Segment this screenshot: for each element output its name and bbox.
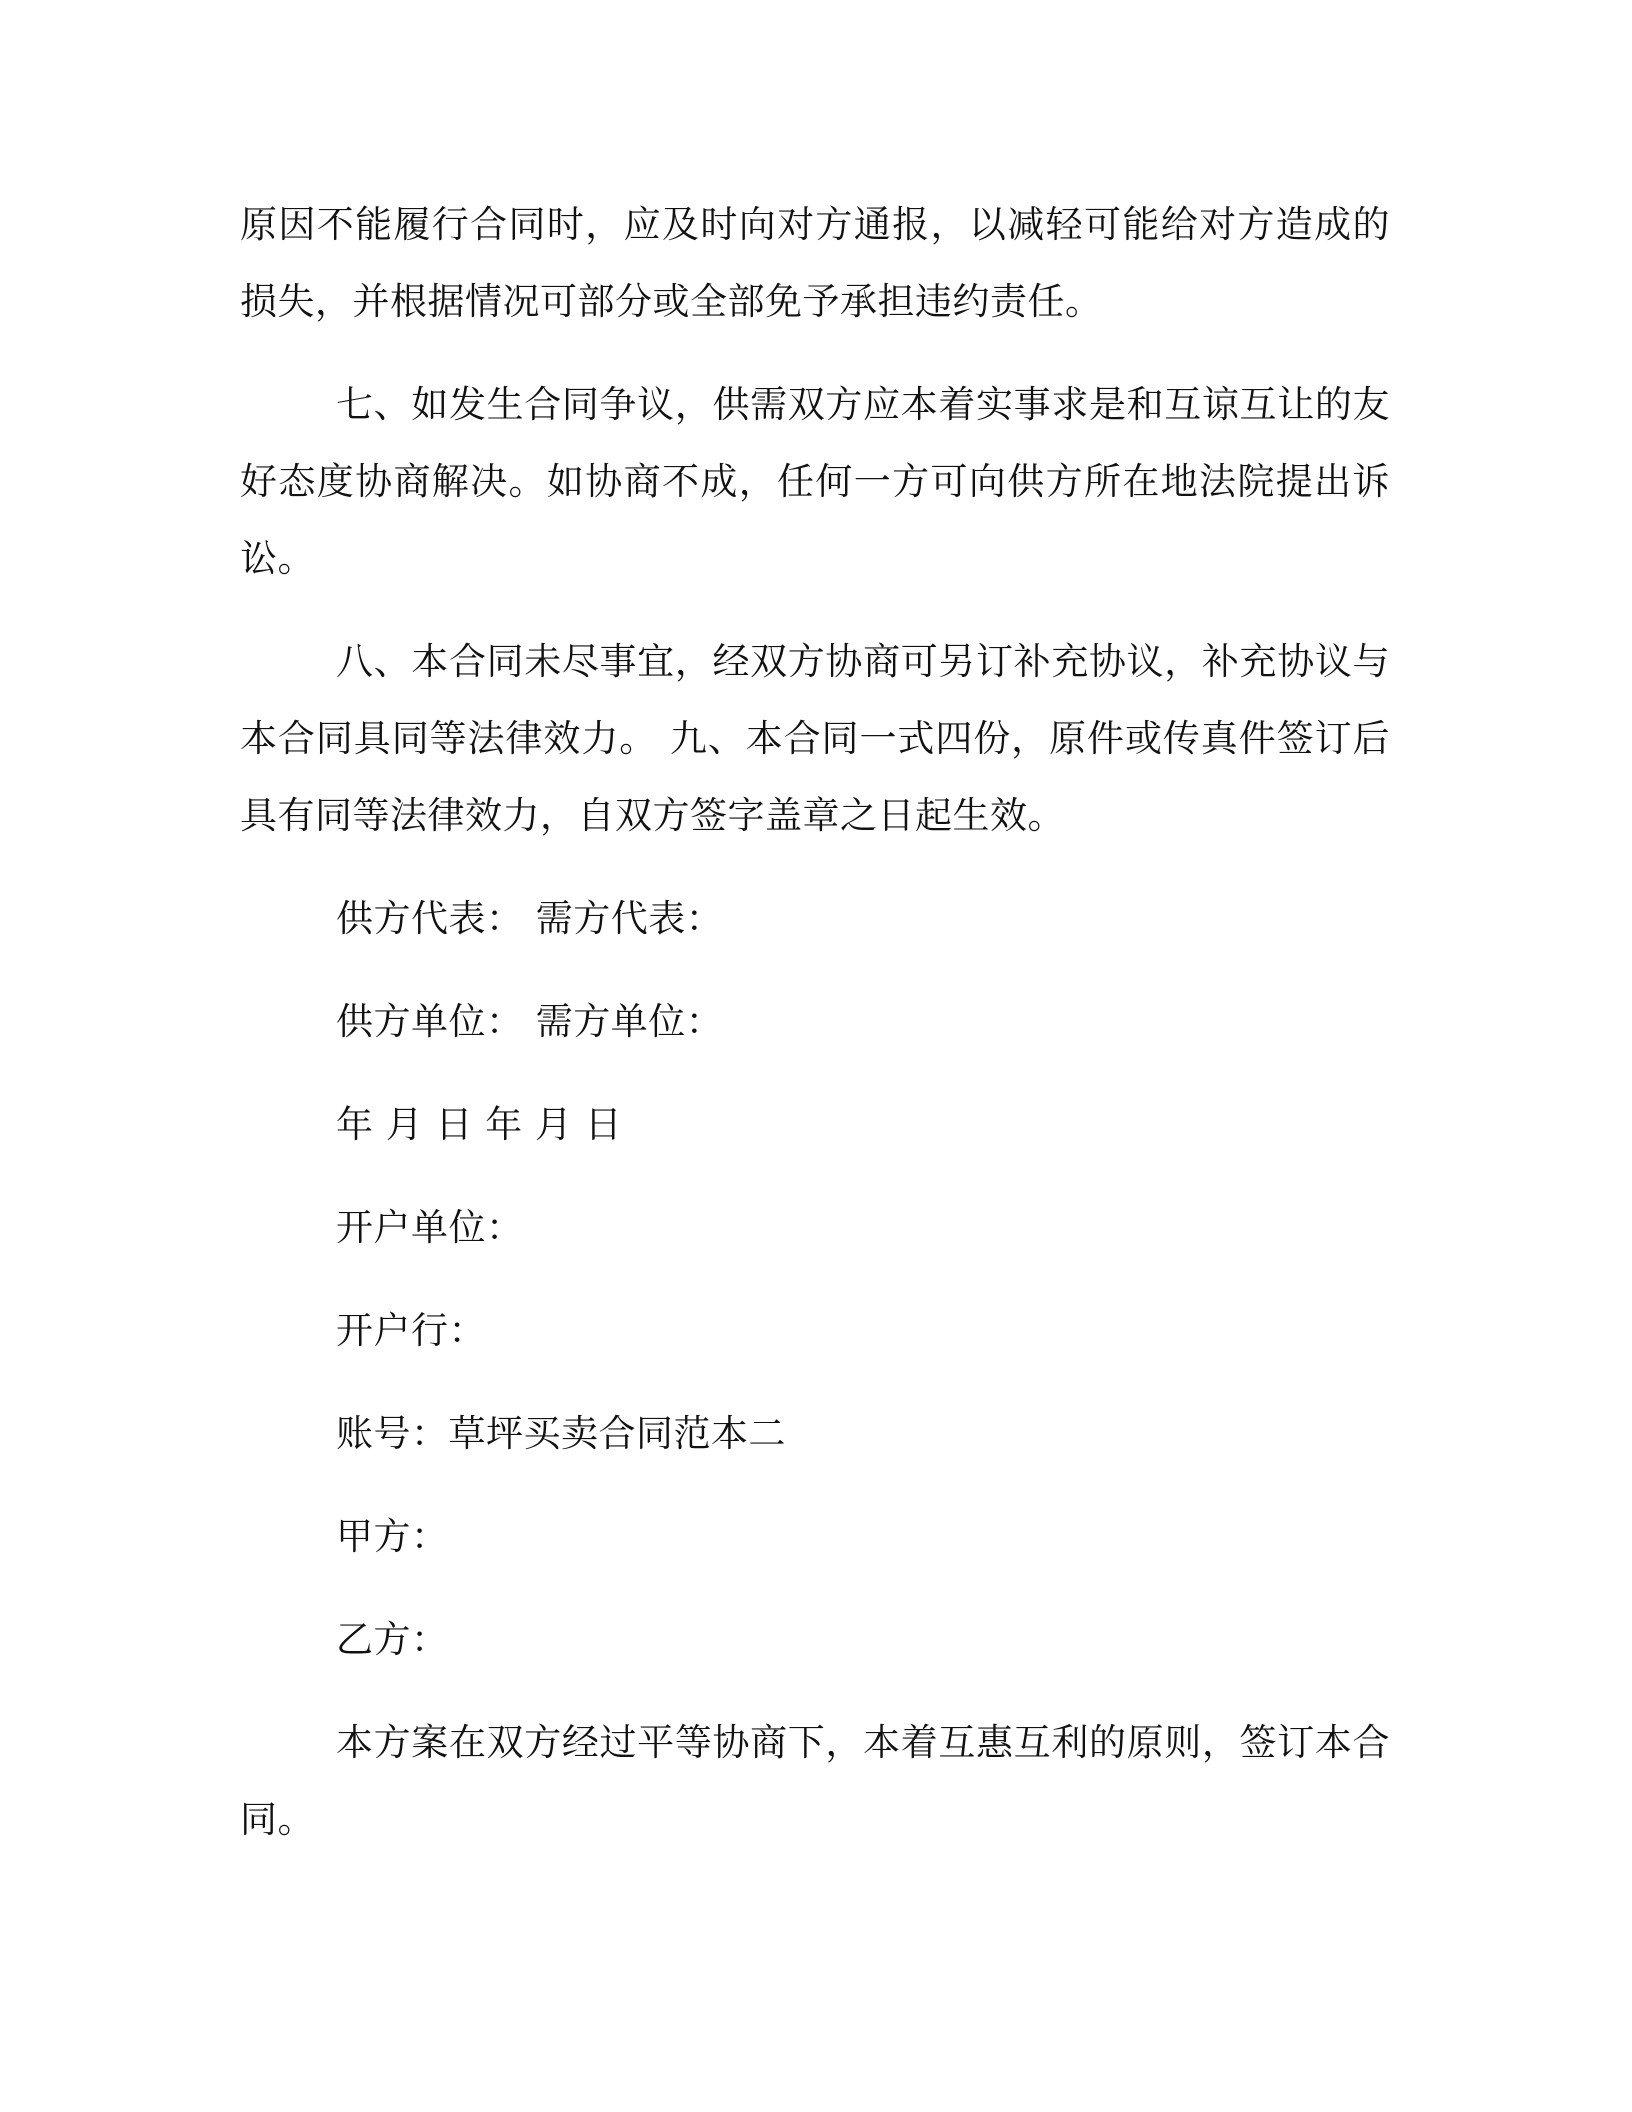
line-party-a: 甲方： <box>336 1515 449 1558</box>
line-representatives: 供方代表： 需方代表： <box>336 897 724 940</box>
line-units: 供方单位： 需方单位： <box>336 1000 724 1043</box>
line-bank: 开户行： <box>336 1309 486 1352</box>
line-dates: 年 月 日 年 月 日 <box>336 1103 623 1146</box>
paragraph-dispute-clause: 七、如发生合同争议，供需双方应本着实事求是和互谅互让的友好态度协商解决。如协商不成，任何一方可向供方所在地法院提出诉讼。 <box>240 383 1390 580</box>
line-account: 账号：草坪买卖合同范本二 <box>336 1412 786 1455</box>
paragraph-supplementary-clause: 八、本合同未尽事宜，经双方协商可另订补充协议，补充协议与本合同具同等法律效力。 九、本合同一式四份，原件或传真件签订后具有同等法律效力，自双方签字盖章之日起生效。 <box>240 640 1390 837</box>
paragraph-force-majeure: 原因不能履行合同时，应及时向对方通报，以减轻可能给对方造成的损失，并根据情况可部分或全部免予承担违约责任。 <box>240 203 1390 323</box>
line-party-b: 乙方： <box>336 1618 449 1661</box>
paragraph-agreement-principle: 本方案在双方经过平等协商下，本着互惠互利的原则，签订本合同。 <box>240 1721 1390 1841</box>
document-body <box>240 186 1390 1858</box>
line-account-unit: 开户单位： <box>336 1206 524 1249</box>
